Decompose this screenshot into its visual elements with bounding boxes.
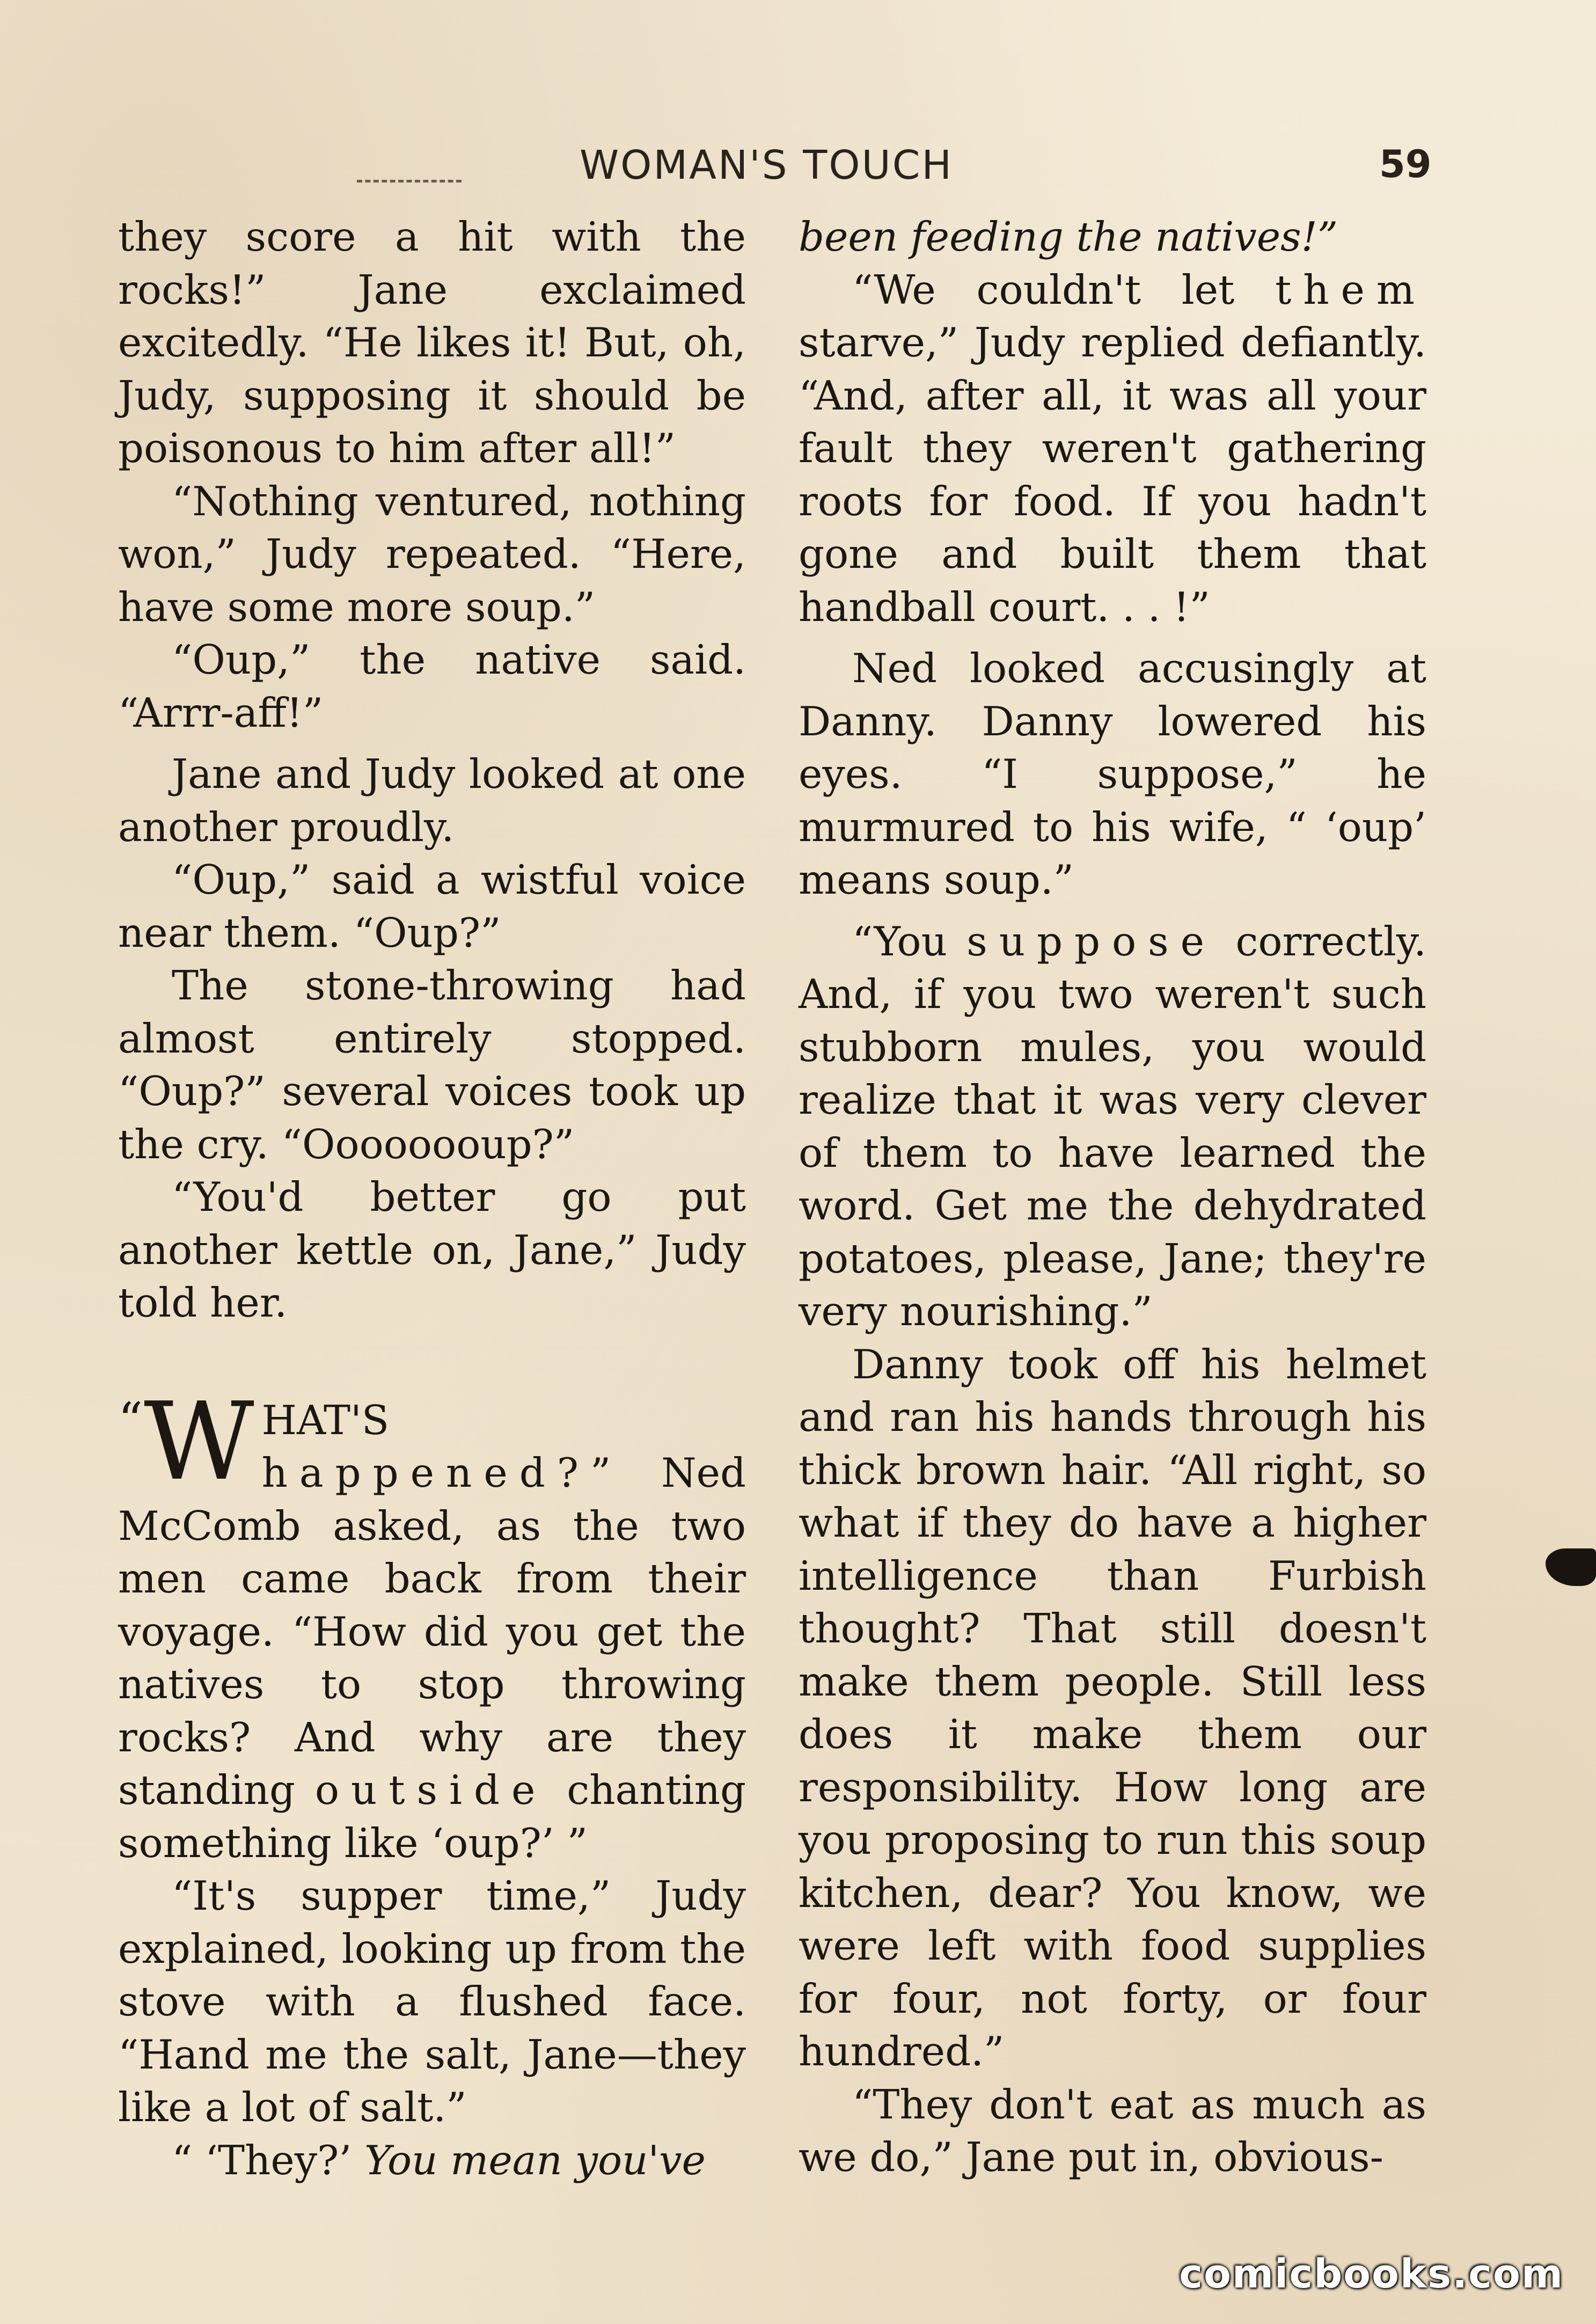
paragraph [799, 264, 1426, 634]
paragraph: Jane and Judy looked at one another proudly. [118, 750, 746, 851]
page-header [0, 134, 1596, 193]
dropcap-letter: W [144, 1379, 254, 1504]
spaced-text: outside [314, 1766, 547, 1814]
page-number: 59 [1379, 142, 1432, 186]
paragraph: “It's supper time,” Judy explained, looking up from the stove with a flushed face. “Hand me the salt, Jane—they like a lot of salt.” [118, 1872, 746, 2131]
paragraph: Danny took off his helmet and ran his hands through his thick brown hair. “All right, so what if they do have a higher intelligence than Furbish thought? That still doesn't make them people. Still less does it make them our responsibility. How long are you proposing to run this soup kitchen, dear? You know, we were left with food supplies for four, not forty, or four hundred.” [799, 1340, 1426, 2075]
right-column [799, 210, 1426, 2184]
paragraph-text: Ned McComb asked, as the two men came back from their voyage. “How did you get the natives to stop throwing rocks? And why are they standing [118, 1449, 746, 1814]
paragraph: they score a hit with the rocks!” Jane exclaimed excitedly. “He likes it! But, oh, Judy, supposing it should be poisonous to him after all!” [118, 213, 746, 472]
paragraph: Ned looked accusingly at Danny. Danny lowered his eyes. “I suppose,” he murmured to his wife, “ ‘oup’ means soup.” [799, 645, 1426, 903]
paragraph-text: chanting something like ‘oup?’ ” [118, 1766, 746, 1867]
paragraph: “They don't eat as much as we do,” Jane put in, obvious- [799, 2080, 1426, 2181]
dropcap-quote: “ [118, 1392, 143, 1449]
paragraph-text: “ ‘They?’ [172, 2136, 352, 2184]
spaced-text: happened?” [261, 1449, 623, 1496]
paragraph-text: “You [852, 917, 947, 965]
paragraph: “Oup,” the native said. “Arrr-aff!” [118, 636, 746, 736]
paragraph [799, 915, 1426, 1338]
paragraph-text: starve,” Judy replied defiantly. “And, after all, it was all your fault they weren't gathering roots for food. If you hadn't gone and built them that handball court. . . !” [799, 319, 1426, 631]
paragraph: “Oup,” said a wistful voice near them. “Oup?” [118, 856, 746, 956]
dropcap-paragraph [118, 1379, 746, 1870]
dropcap-text: HAT'S [261, 1396, 390, 1444]
running-head: WOMAN'S TOUCH [580, 142, 954, 188]
paragraph: “You'd better go put another kettle on, Jane,” Judy told her. [118, 1173, 746, 1326]
italic-text: You mean you've [364, 2136, 706, 2184]
ink-blot [1546, 1548, 1596, 1586]
paragraph-text: “We couldn't let [852, 266, 1235, 313]
paragraph: The stone-throwing had almost entirely stopped. “Oup?” several voices took up the cry. “Oooooooup?” [118, 962, 746, 1168]
header-rule [357, 180, 462, 185]
left-column [118, 210, 746, 2187]
spaced-text: them [1275, 266, 1427, 313]
paragraph [799, 210, 1426, 264]
spaced-text: suppose [967, 917, 1217, 965]
paragraph: “Nothing ventured, nothing won,” Judy repeated. “Here, have some more soup.” [118, 477, 746, 631]
paragraph [118, 2134, 746, 2187]
watermark: comicbooks.com [1179, 2251, 1564, 2297]
paragraph-text: correctly. And, if you two weren't such stubborn mules, you would realize that it was very clever of them to have learned the word. Get me the dehydrated potatoes, please, Jane; they're very nourishing.” [799, 917, 1426, 1335]
italic-text: been feeding the natives!” [799, 213, 1338, 260]
